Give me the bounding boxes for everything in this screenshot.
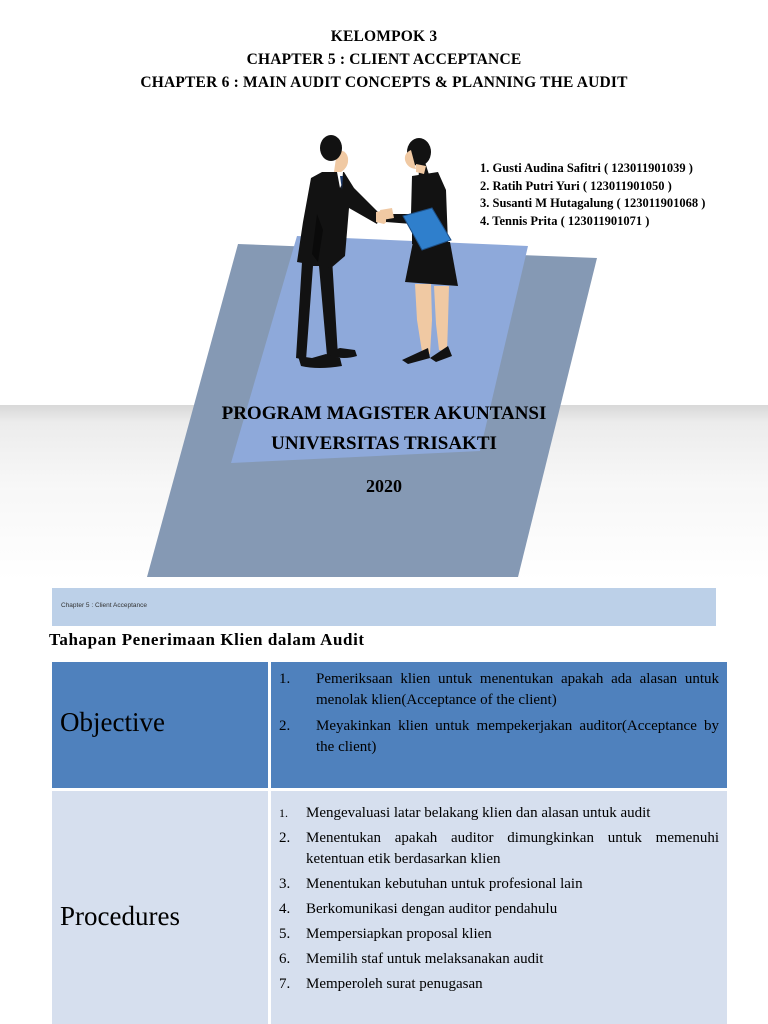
list-item (279, 803, 719, 824)
item-text: Pemeriksaan klien untuk menentukan apakah ada alasan untuk menolak klien(Acceptance of the client) (316, 671, 719, 708)
member-item: 2. Ratih Putri Yuri ( 123011901050 ) (480, 178, 672, 193)
member-item: 1. Gusti Audina Safitri ( 123011901039 ) (480, 161, 693, 175)
item-text: Memperoleh surat penugasan (306, 976, 483, 992)
objective-list (279, 669, 719, 758)
item-number: 3. (279, 876, 291, 892)
program-name: PROGRAM MAGISTER AKUNTANSI (221, 403, 547, 424)
chapter-header-label: Chapter 5 : Client Acceptance (61, 602, 147, 609)
list-item (279, 669, 719, 711)
member-list (480, 160, 705, 230)
list-item (279, 716, 719, 758)
objective-items-cell (271, 662, 727, 788)
year-label: 2020 (366, 476, 402, 496)
item-text: Mengevaluasi latar belakang klien dan alasan untuk audit (306, 805, 651, 821)
item-number: 2. (279, 718, 291, 734)
item-text: Memilih staf untuk melaksanakan audit (306, 951, 544, 967)
chapter-header-band (52, 588, 716, 626)
procedures-label: Procedures (60, 901, 180, 931)
item-number: 7. (279, 976, 291, 992)
item-number: 6. (279, 951, 291, 967)
chapter-6-title: CHAPTER 6 : MAIN AUDIT CONCEPTS & PLANNING THE AUDIT (140, 74, 628, 91)
member-item: 4. Tennis Prita ( 123011901071 ) (480, 213, 650, 228)
list-item (279, 828, 719, 870)
item-text: Menentukan apakah auditor dimungkinkan untuk memenuhi ketentuan etik berdasarkan klien (306, 830, 719, 867)
procedures-label-cell (52, 791, 268, 1024)
chapter-5-title: CHAPTER 5 : CLIENT ACCEPTANCE (246, 51, 522, 68)
list-item (279, 924, 719, 945)
objective-label-cell (52, 662, 268, 788)
group-title: KELOMPOK 3 (330, 28, 438, 45)
item-text: Meyakinkan klien untuk mempekerjakan auditor(Acceptance by the client) (316, 718, 719, 755)
list-item (279, 949, 719, 970)
university-name: UNIVERSITAS TRISAKTI (271, 433, 497, 454)
client-acceptance-slide (0, 580, 768, 1024)
procedures-items-cell (271, 791, 727, 1024)
item-text: Berkomunikasi dengan auditor pendahulu (306, 901, 558, 917)
item-number: 2. (279, 830, 291, 846)
item-number: 5. (279, 926, 291, 942)
member-item: 3. Susanti M Hutagalung ( 123011901068 ) (480, 196, 706, 210)
item-number: 1. (279, 671, 291, 687)
item-text: Menentukan kebutuhan untuk profesional lain (306, 876, 583, 892)
objective-label: Objective (60, 707, 165, 737)
slide-title: Tahapan Penerimaan Klien dalam Audit (49, 630, 365, 649)
list-item (279, 974, 719, 995)
procedures-list (279, 803, 719, 995)
list-item (279, 874, 719, 895)
item-number: 4. (279, 901, 291, 917)
item-text: Mempersiapkan proposal klien (306, 926, 492, 942)
list-item (279, 899, 719, 920)
item-number: 1. (279, 806, 288, 820)
